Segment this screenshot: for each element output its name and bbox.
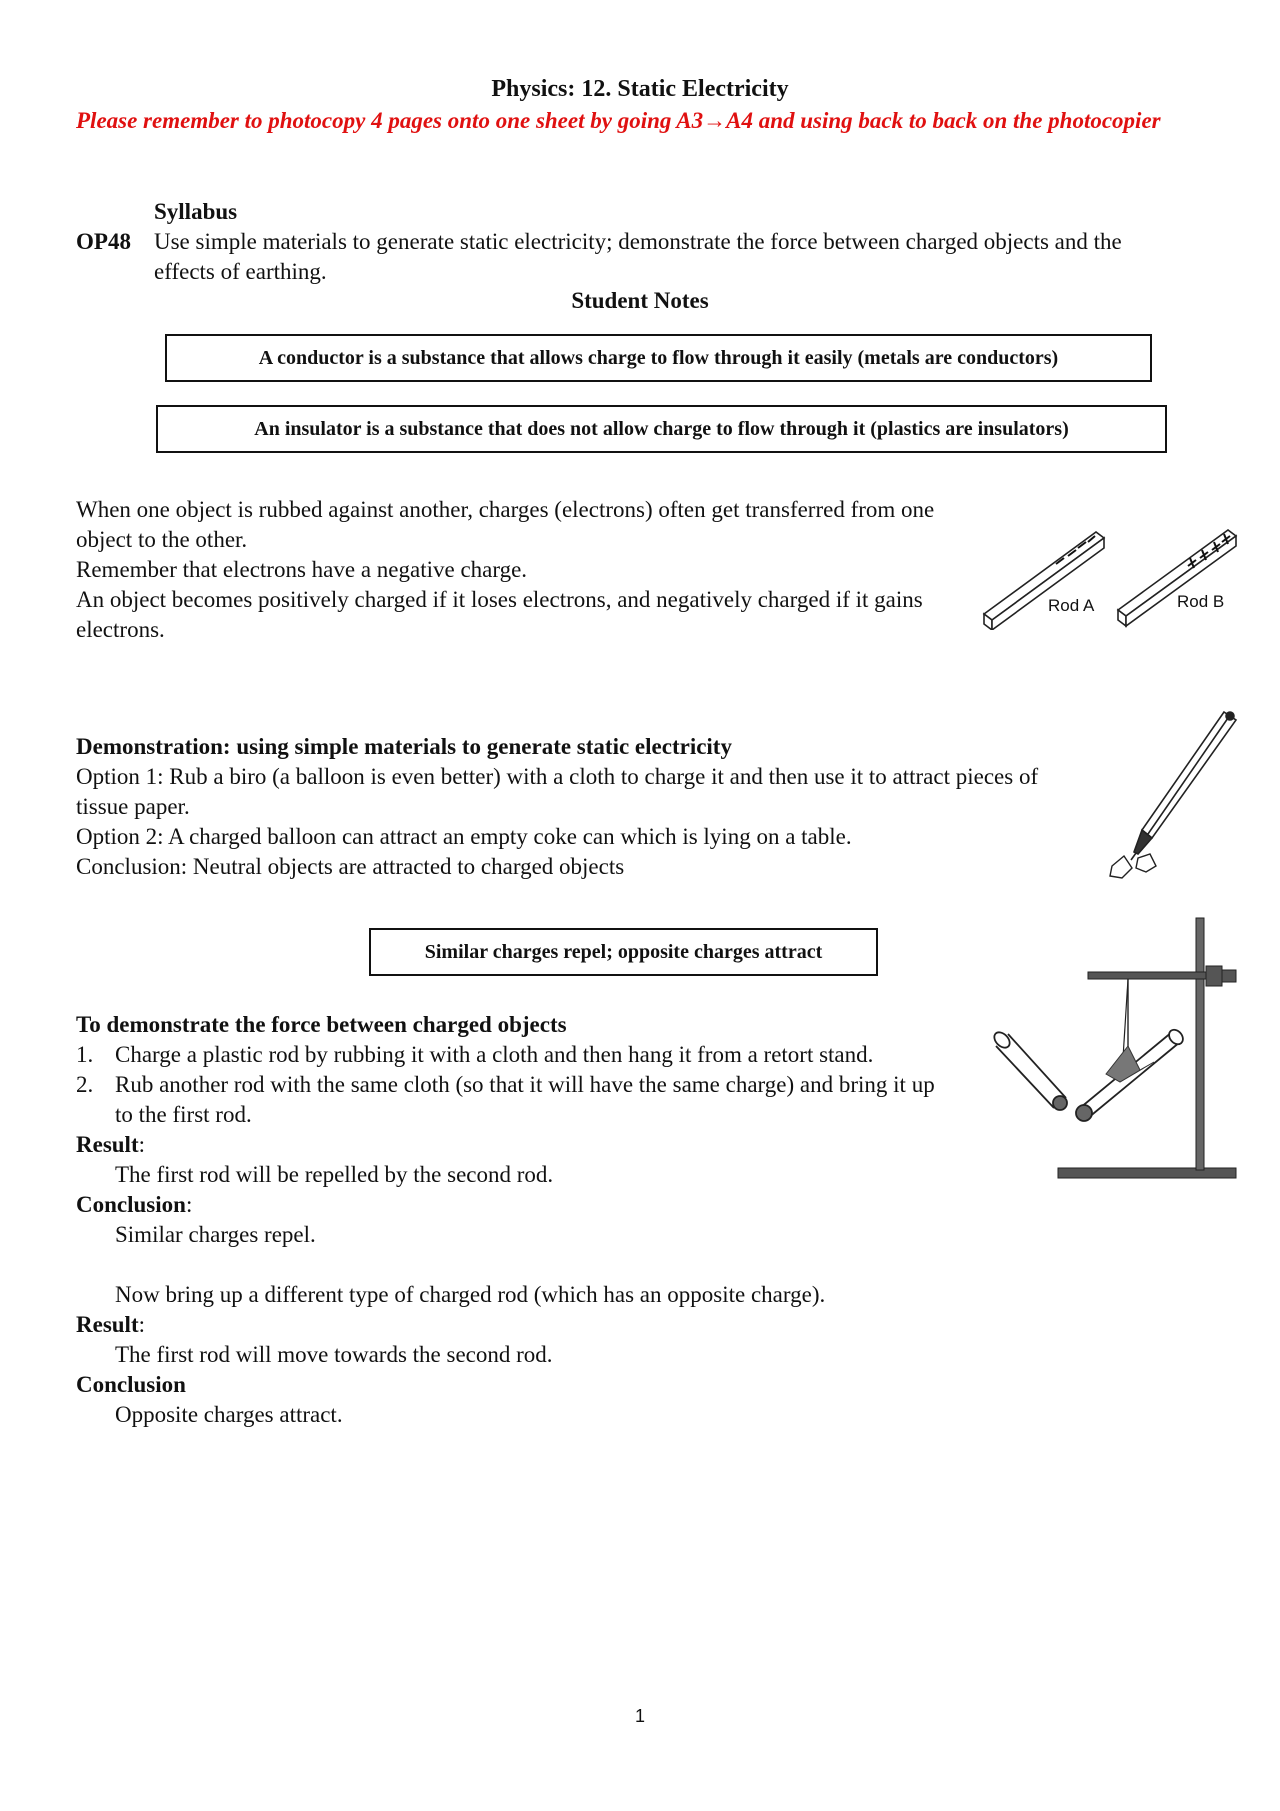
rod-b-label: Rod B — [1177, 592, 1225, 611]
demonstration-option-1: Option 1: Rub a biro (a balloon is even better) with a cloth to charge it and then use it to attract pieces of tissue paper. — [76, 764, 1039, 819]
conclusion-2-text: Opposite charges attract. — [115, 1402, 343, 1427]
step-text: Rub another rod with the same cloth (so that it will have the same charge) and bring it up to the first rod. — [115, 1072, 935, 1127]
retort-stand-figure — [988, 912, 1250, 1184]
biro-drawing — [1131, 712, 1236, 860]
charged-rods-figure — [978, 518, 1240, 630]
conclusion-1-label: Conclusion — [76, 1192, 186, 1217]
conductor-definition: A conductor is a substance that allows charge to flow through it easily (metals are conductors) — [258, 347, 1059, 369]
force-demo-section: To demonstrate the force between charged objects 1. Charge a plastic rod by rubbing it with a cloth and then hang it from a retort stand. 2. Rub another rod with the same cloth (so that it will have the same charge) and bring it up to the first rod. Result: The first rod will be repelled by the second rod. Conclusion: Similar charges repel. Now bring up a different type of charged rod (which has an opposite charge). Result: The first rod will move towards the second rod. Conclusion Opposite charges attract. — [76, 1010, 936, 1430]
conductor-definition-box — [165, 334, 1152, 382]
charge-transfer-paragraph — [76, 495, 956, 645]
demonstration-heading: Demonstration: using simple materials to generate static electricity — [76, 734, 732, 759]
charging-rule-line: An object becomes positively charged if it loses electrons, and negatively charged if it gains electrons. — [76, 587, 923, 642]
charge-rule: Similar charges repel; opposite charges attract — [424, 941, 823, 963]
biro-tissue-figure — [1098, 706, 1246, 888]
demonstration-section — [76, 732, 1076, 882]
stand-pole — [1196, 918, 1204, 1170]
insulator-definition-box — [156, 405, 1167, 453]
electron-charge-line: Remember that electrons have a negative charge. — [76, 557, 528, 582]
force-demo-step — [76, 1040, 936, 1070]
force-demo-heading: To demonstrate the force between charged objects — [76, 1012, 567, 1037]
syllabus-text: Use simple materials to generate static electricity; demonstrate the force between charged objects and the effects of earthing. — [154, 229, 1122, 284]
demonstration-conclusion: Conclusion: Neutral objects are attracted to charged objects — [76, 854, 625, 879]
stand-base — [1058, 1168, 1236, 1178]
demonstration-option-2: Option 2: A charged balloon can attract an empty coke can which is lying on a table. — [76, 824, 852, 849]
syllabus-code: OP48 — [76, 229, 131, 254]
step-text: Charge a plastic rod by rubbing it with a cloth and then hang it from a retort stand. — [115, 1042, 874, 1067]
student-notes-heading: Student Notes — [571, 288, 709, 313]
photocopy-reminder: Please remember to photocopy 4 pages onto one sheet by going A3→A4 and using back to back on the photocopier — [76, 108, 1161, 133]
conclusion-1-text: Similar charges repel. — [115, 1222, 316, 1247]
rod-a-label: Rod A — [1048, 596, 1095, 615]
step-number: 1. — [76, 1042, 94, 1067]
insulator-definition: An insulator is a substance that does not allow charge to flow through it (plastics are insulators) — [254, 418, 1069, 440]
conclusion-2-label: Conclusion — [76, 1372, 186, 1397]
cloth-cradle — [1106, 1046, 1154, 1082]
result-1-label: Result — [76, 1132, 139, 1157]
rod-a-drawing — [984, 532, 1104, 630]
result-2-label: Result — [76, 1312, 139, 1337]
step-number: 2. — [76, 1072, 94, 1097]
page-number: 1 — [634, 1706, 645, 1726]
syllabus-heading: Syllabus — [154, 199, 238, 224]
approaching-rod — [991, 1029, 1067, 1110]
result-1-text: The first rod will be repelled by the second rod. — [115, 1162, 554, 1187]
clamp-boss — [1206, 966, 1222, 986]
result-2-text: The first rod will move towards the second rod. — [115, 1342, 553, 1367]
force-demo-step — [76, 1070, 936, 1130]
page-title: Physics: 12. Static Electricity — [491, 76, 789, 102]
charge-transfer-line: When one object is rubbed against another, charges (electrons) often get transferred from one object to the other. — [76, 497, 935, 552]
clamp-arm — [1088, 972, 1214, 979]
clamp-screw — [1222, 970, 1236, 982]
charge-rule-box — [369, 928, 878, 976]
force-demo-steps — [76, 1040, 936, 1130]
opposite-charge-intro: Now bring up a different type of charged rod (which has an opposite charge). — [115, 1282, 826, 1307]
